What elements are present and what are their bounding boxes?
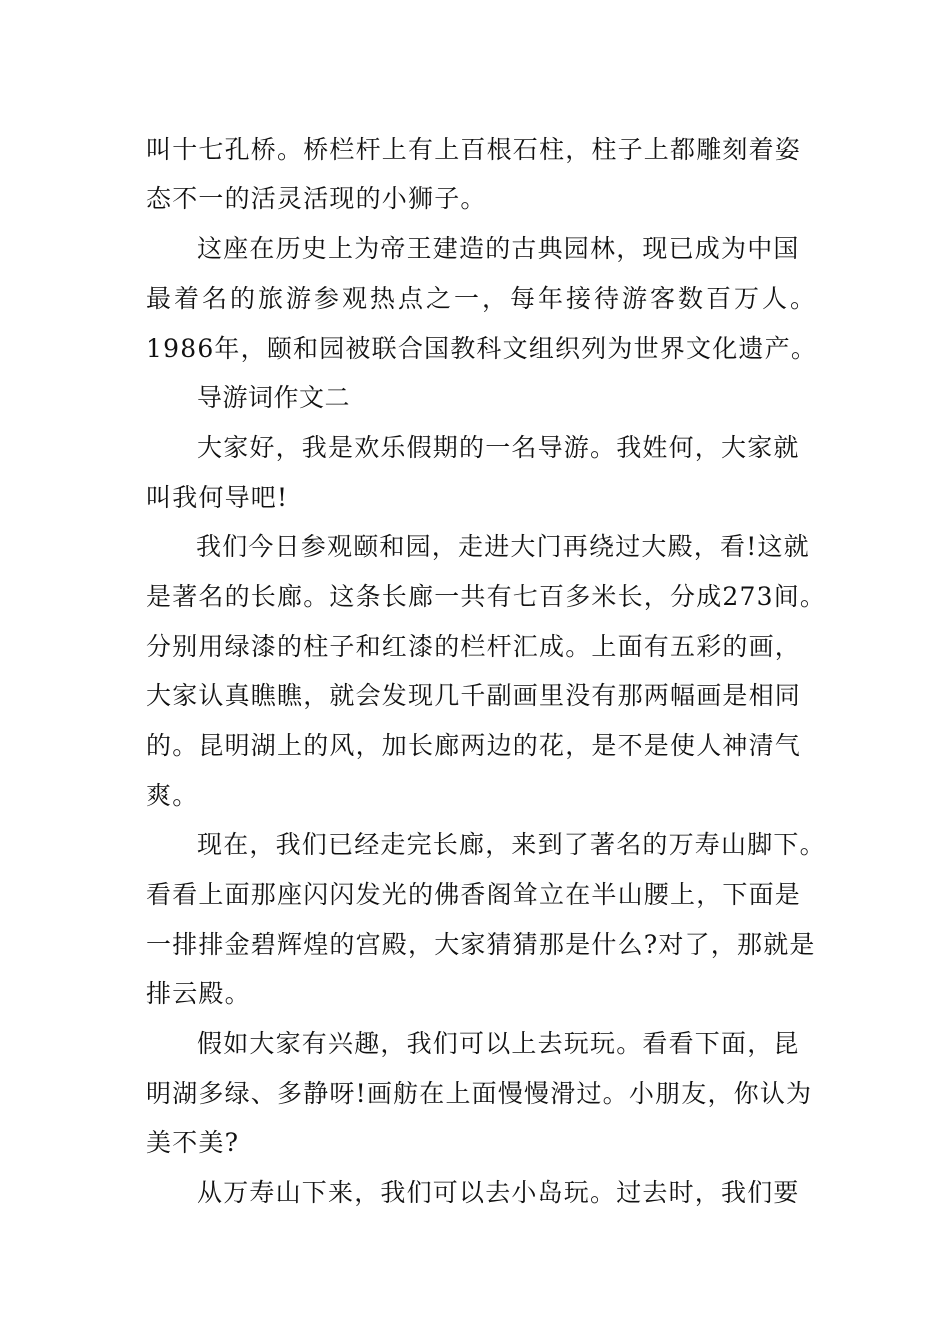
paragraph-start-line: 从万寿山下来，我们可以去小岛玩。过去时，我们要 [197,1178,800,1207]
paragraph-start-line: 现在，我们已经走完长廊，来到了著名的万寿山脚下。 [197,830,826,859]
paragraph-start-line: 这座在历史上为帝王建造的古典园林，现已成为中国 [197,234,800,263]
section-heading: 导游词作文二 [197,383,351,412]
text-line-8: 叫我何导吧! [146,483,289,512]
paragraph-start-line: 大家好，我是欢乐假期的一名导游。我姓何，大家就 [197,433,800,462]
paragraph-start-line: 我们今日参观颐和园，走进大门再绕过大殿，看!这就 [196,532,810,561]
text-line-13: 的。昆明湖上的风，加长廊两边的花，是不是使人神清气 [146,731,802,760]
text-line-1: 叫十七孔桥。桥栏杆上有上百根石柱，柱子上都雕刻着姿 [146,135,802,164]
text-line-10: 是著名的长廊。这条长廊一共有七百多米长，分成273间。 [146,582,827,611]
text-line-14: 爽。 [146,781,199,810]
text-line-20: 明湖多绿、多静呀!画舫在上面慢慢滑过。小朋友，你认为 [146,1079,813,1108]
text-line-12: 大家认真瞧瞧，就会发现几千副画里没有那两幅画是相同 [146,681,802,710]
text-line-2: 态不一的活灵活现的小狮子。 [146,184,487,213]
text-line-5: 1986年，颐和园被联合国教科文组织列为世界文化遗产。 [146,334,818,363]
text-line-4: 最着名的旅游参观热点之一，每年接待游客数百万人。 [146,284,819,313]
paragraph-start-line: 假如大家有兴趣，我们可以上去玩玩。看看下面，昆 [197,1029,800,1058]
text-line-21: 美不美? [146,1128,240,1157]
text-line-16: 看看上面那座闪闪发光的佛香阁耸立在半山腰上，下面是 [146,880,802,909]
text-line-17: 一排排金碧辉煌的宫殿，大家猜猜那是什么?对了，那就是 [146,930,816,959]
text-line-18: 排云殿。 [146,979,251,1008]
text-line-11: 分别用绿漆的柱子和红漆的栏杆汇成。上面有五彩的画， [146,632,802,661]
